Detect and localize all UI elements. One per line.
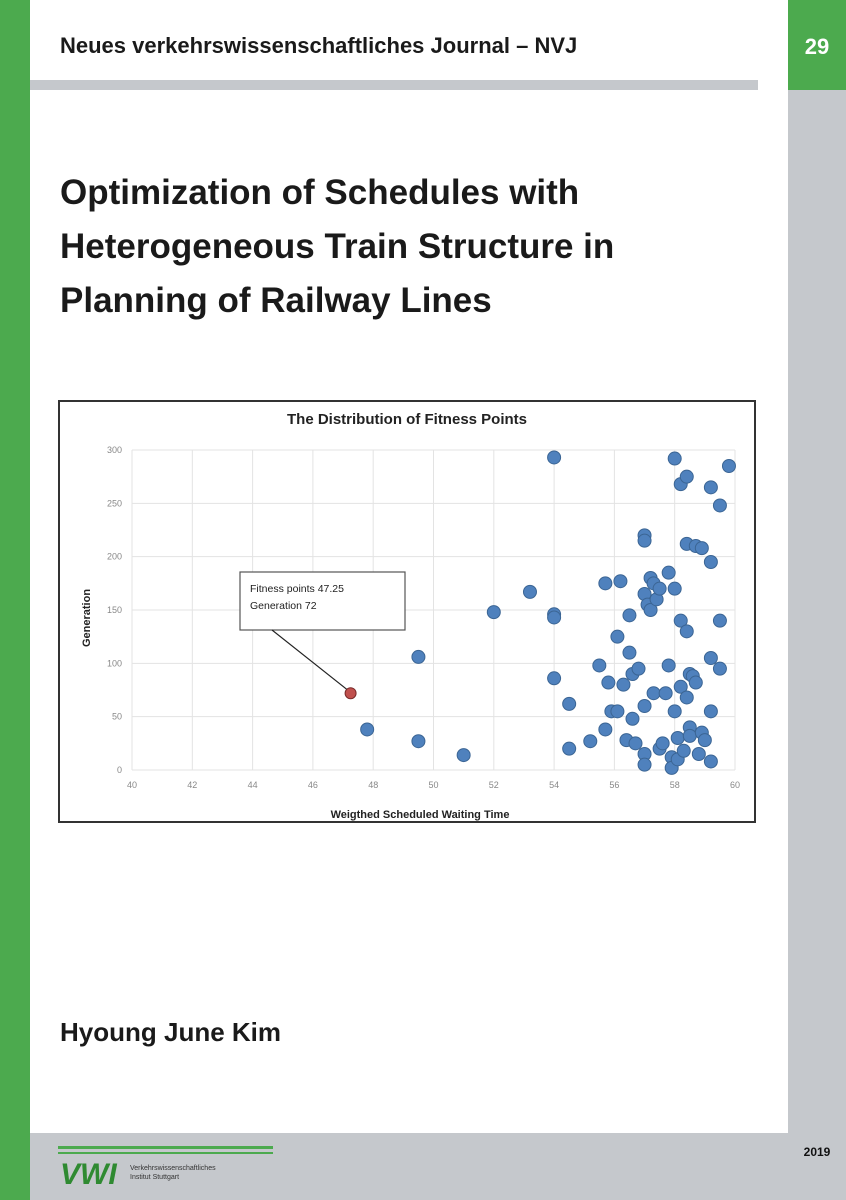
scatter-point [412, 735, 425, 748]
y-tick-label: 200 [106, 551, 122, 562]
annotation-text: Fitness points 47.25 [250, 583, 344, 595]
scatter-point [523, 585, 536, 598]
scatter-point [668, 452, 681, 465]
scatter-point [695, 542, 708, 555]
chart-title: The Distribution of Fitness Points [287, 411, 527, 428]
scatter-point [638, 700, 651, 713]
chart-canvas [60, 402, 754, 821]
scatter-point [629, 737, 642, 750]
scatter-point [487, 606, 500, 619]
scatter-point [680, 470, 693, 483]
x-axis-label: Weigthed Scheduled Waiting Time [330, 809, 510, 821]
header-rule [30, 80, 758, 90]
left-color-band [0, 0, 30, 1200]
publisher-logo [58, 1140, 278, 1190]
scatter-point [548, 611, 561, 624]
x-tick-label: 40 [126, 780, 138, 790]
scatter-point [683, 729, 696, 742]
logo-text-line: Verkehrswissenschaftliches [130, 1165, 216, 1172]
book-title [60, 166, 760, 328]
scatter-point [656, 737, 669, 750]
scatter-point [599, 723, 612, 736]
issue-number: 29 [804, 34, 830, 59]
scatter-point [668, 705, 681, 718]
scatter-point [611, 705, 624, 718]
title-line: Planning of Railway Lines [60, 281, 492, 320]
x-tick-label: 56 [609, 780, 620, 790]
scatter-point [548, 672, 561, 685]
scatter-point [563, 697, 576, 710]
scatter-point [653, 582, 666, 595]
scatter-point [704, 481, 717, 494]
scatter-point [614, 575, 627, 588]
scatter-point [638, 534, 651, 547]
y-tick-label: 300 [106, 445, 122, 455]
scatter-point [704, 755, 717, 768]
y-tick-label: 100 [106, 658, 122, 669]
scatter-point [692, 748, 705, 761]
scatter-point [689, 676, 702, 689]
scatter-point [680, 625, 693, 638]
series-title: Neues verkehrswissenschaftliches Journal – NVJ [60, 33, 578, 58]
scatter-point [632, 662, 645, 675]
annotation-text: Generation 72 [250, 600, 317, 612]
x-tick-label: 58 [669, 780, 680, 790]
y-axis-label: Generation [81, 588, 93, 648]
scatter-point [704, 652, 717, 665]
x-tick-label: 44 [247, 780, 258, 790]
scatter-point [584, 735, 597, 748]
x-tick-label: 46 [307, 780, 318, 790]
scatter-point [593, 659, 606, 672]
scatter-chart [58, 400, 756, 823]
scatter-point [668, 582, 681, 595]
scatter-point [626, 712, 639, 725]
scatter-point [677, 744, 690, 757]
scatter-point [457, 749, 470, 762]
logo-rule-bottom [58, 1152, 273, 1154]
scatter-point [713, 499, 726, 512]
x-tick-label: 50 [428, 780, 439, 790]
scatter-point [617, 678, 630, 691]
highlighted-point [345, 688, 356, 699]
x-tick-label: 54 [549, 780, 560, 790]
scatter-point [671, 732, 684, 745]
scatter-point [548, 451, 561, 464]
scatter-point [713, 662, 726, 675]
scatter-point [602, 676, 615, 689]
x-tick-label: 52 [488, 780, 499, 790]
scatter-point [361, 723, 374, 736]
title-line: Optimization of Schedules with [60, 173, 580, 212]
scatter-point [412, 650, 425, 663]
logo-text-line: Institut Stuttgart [130, 1174, 180, 1181]
scatter-point [704, 705, 717, 718]
y-tick-label: 150 [106, 605, 122, 615]
right-gray-band [788, 90, 846, 1200]
publication-year: 2019 [803, 1145, 831, 1159]
logo-rule-top [58, 1146, 273, 1149]
title-line: Heterogeneous Train Structure in [60, 227, 615, 266]
y-tick-label: 250 [106, 498, 122, 509]
scatter-point [704, 556, 717, 569]
x-tick-label: 42 [187, 780, 198, 790]
scatter-point [698, 734, 711, 747]
y-tick-label: 50 [111, 711, 122, 722]
scatter-point [623, 646, 636, 659]
scatter-point [662, 659, 675, 672]
scatter-point [662, 566, 675, 579]
scatter-point [623, 609, 636, 622]
scatter-point [713, 614, 726, 627]
scatter-point [722, 460, 735, 473]
annotation-arrow [272, 630, 347, 689]
x-tick-label: 48 [368, 780, 379, 790]
y-tick-label: 0 [116, 765, 122, 775]
scatter-point [563, 742, 576, 755]
scatter-point [659, 687, 672, 700]
scatter-point [638, 758, 651, 771]
scatter-point [680, 691, 693, 704]
scatter-point [599, 577, 612, 590]
scatter-point [647, 687, 660, 700]
author-name: Hyoung June Kim [60, 1017, 282, 1047]
scatter-point [611, 630, 624, 643]
x-tick-label: 60 [729, 780, 741, 790]
logo-mark: VWI [60, 1158, 117, 1190]
